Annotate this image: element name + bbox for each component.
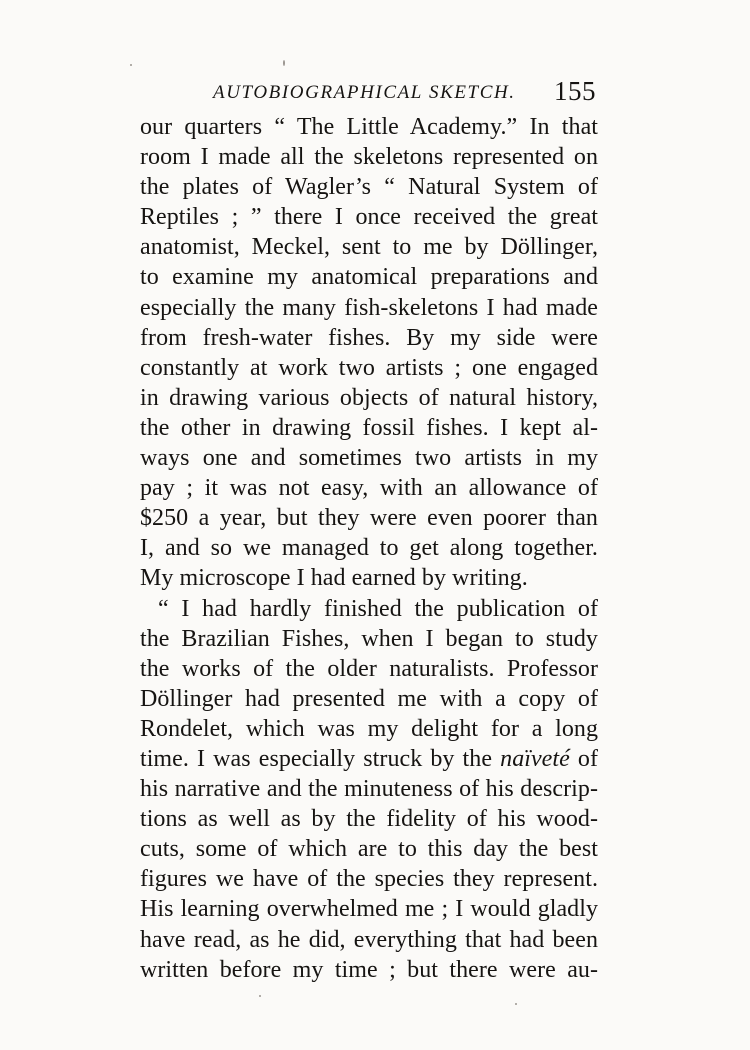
text-line: have read, as he did, everything that had been — [140, 926, 598, 953]
text-line: from fresh-water fishes. By my side were — [140, 324, 598, 351]
page-number: 155 — [554, 76, 596, 106]
italic-term: naïveté — [500, 745, 570, 772]
text-line: pay ; it was not easy, with an allowance of — [140, 475, 598, 502]
text-line: Rondelet, which was my delight for a long — [140, 715, 598, 742]
text-line: cuts, some of which are to this day the best — [140, 836, 598, 863]
text-line: My microscope I had earned by writing. — [140, 565, 528, 592]
text-segment: of — [569, 745, 598, 772]
text-line: his narrative and the minuteness of his descrip- — [140, 776, 598, 803]
text-line: our quarters “ The Little Academy.” In that — [140, 114, 598, 140]
text-segment: time. I was especially struck by the — [140, 745, 501, 772]
running-title: AUTOBIOGRAPHICAL SKETCH. — [213, 82, 516, 103]
text-line: I, and so we managed to get along together. — [140, 535, 598, 562]
running-header — [140, 78, 598, 114]
paper-speck — [283, 60, 285, 66]
text-line: to examine my anatomical preparations and — [140, 264, 598, 291]
text-line: Döllinger had presented me with a copy of — [140, 685, 598, 712]
text-line — [140, 744, 598, 774]
text-line: figures we have of the species they represent. — [140, 866, 598, 893]
text-line: tions as well as by the fidelity of his wood- — [140, 806, 598, 833]
text-line: His learning overwhelmed me ; I would gladly — [140, 896, 598, 923]
text-line: the works of the older naturalists. Professor — [140, 655, 598, 682]
paper-speck — [259, 995, 261, 997]
text-line: constantly at work two artists ; one engaged — [140, 354, 598, 381]
text-line: room I made all the skeletons represented on — [140, 144, 598, 171]
text-line: written before my time ; but there were au- — [140, 956, 598, 983]
text-line: “ I had hardly finished the publication of — [158, 595, 598, 622]
text-line: $250 a year, but they were even poorer than — [140, 505, 598, 532]
text-line: ways one and sometimes two artists in my — [140, 445, 598, 472]
text-line: anatomist, Meckel, sent to me by Döllinger, — [140, 234, 598, 261]
text-line: especially the many fish-skeletons I had made — [140, 294, 598, 321]
text-line: the Brazilian Fishes, when I began to study — [140, 625, 598, 652]
text-line: the other in drawing fossil fishes. I kept al- — [140, 414, 598, 441]
text-line: the plates of Wagler’s “ Natural System of — [140, 174, 598, 201]
text-line: in drawing various objects of natural history, — [140, 384, 598, 411]
paper-speck — [515, 1003, 517, 1005]
text-line: Reptiles ; ” there I once received the great — [140, 204, 598, 231]
paper-speck — [130, 64, 132, 66]
body-text — [140, 112, 598, 985]
